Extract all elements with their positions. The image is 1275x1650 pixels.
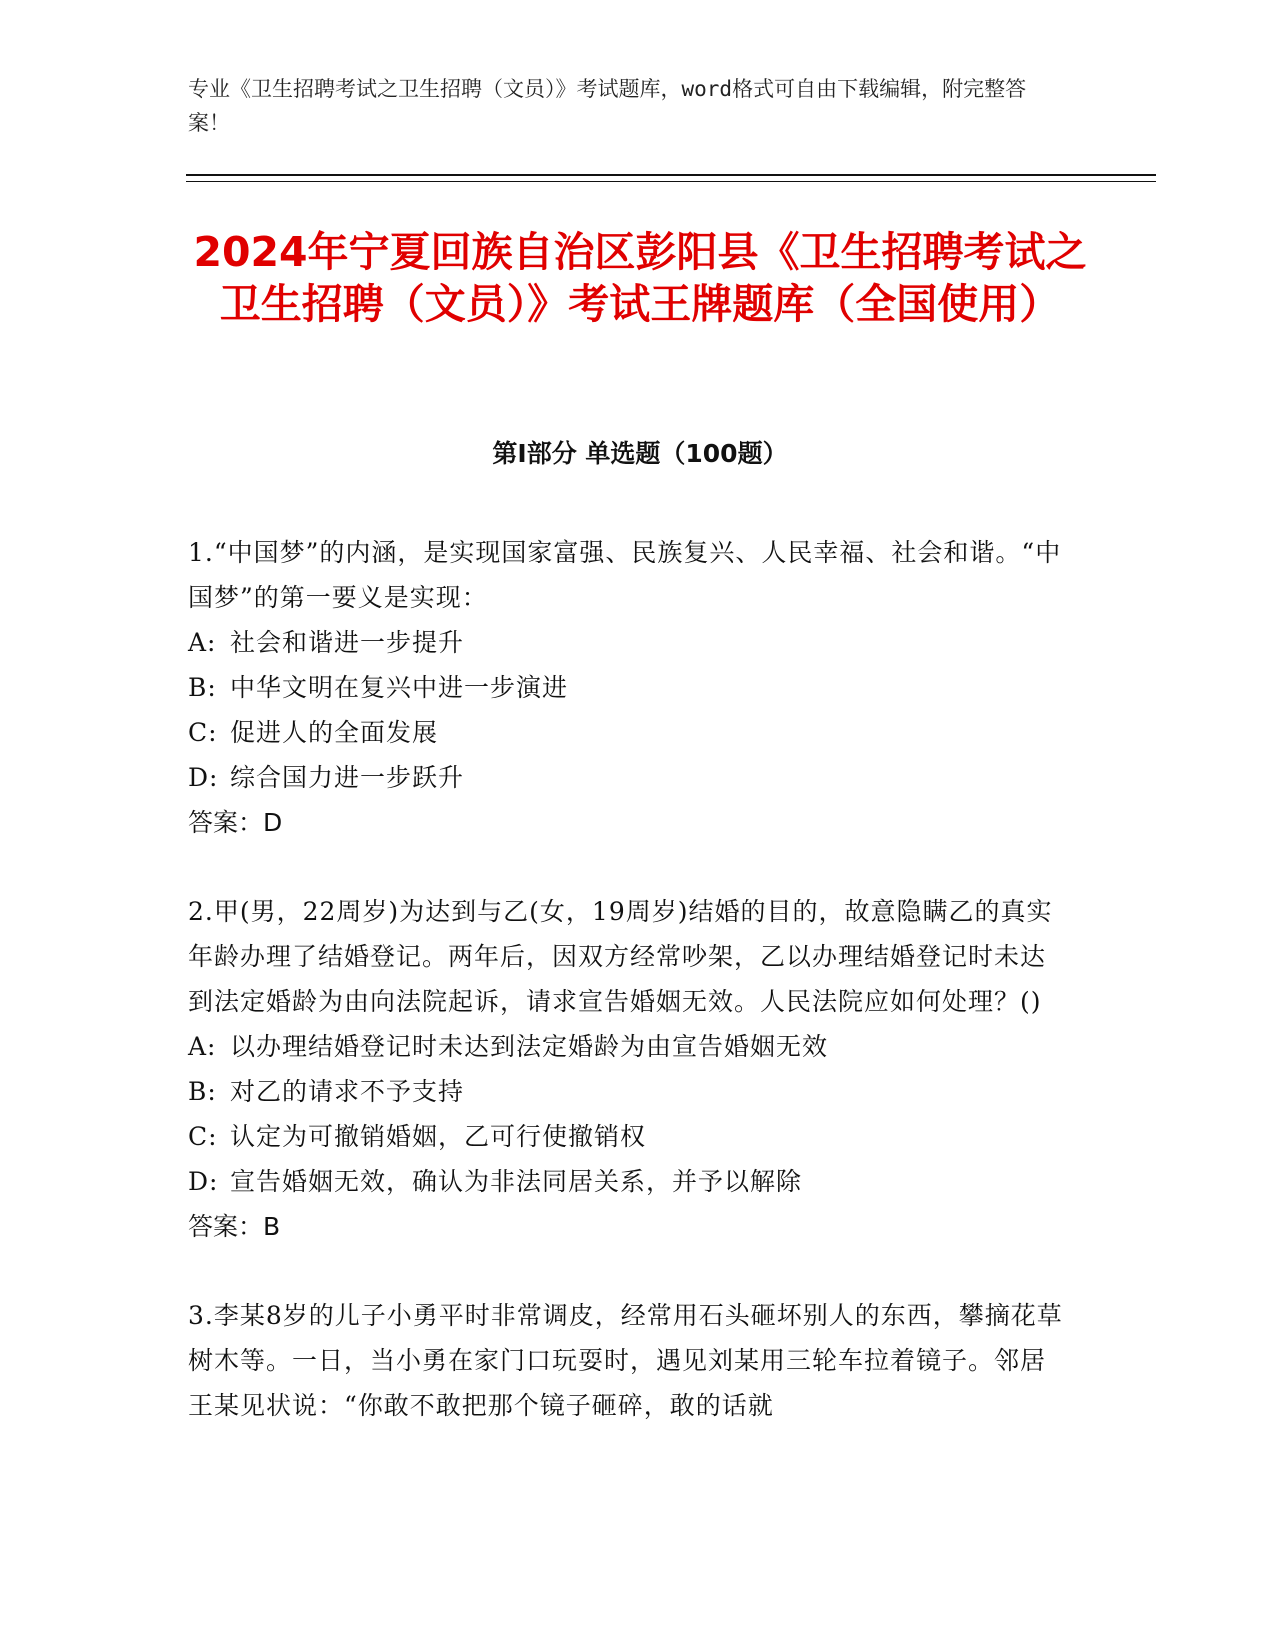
option-b [188, 1069, 1068, 1114]
question-list [188, 530, 1068, 1472]
option-letter: B: [188, 673, 217, 702]
option-c [188, 1114, 1068, 1159]
question-text: 3.李某8岁的儿子小勇平时非常调皮，经常用石头砸坏别人的东西，攀摘花草树木等。一日，当小勇在家门口玩耍时，遇见刘某用三轮车拉着镜子。邻居王某见状说：“你敢不敢把那个镜子砸碎，敢的话就 [188, 1301, 1063, 1420]
option-c [188, 710, 1068, 755]
question-text: 1.“中国梦”的内涵，是实现国家富强、民族复兴、人民幸福、社会和谐。“中国梦”的第一要义是实现： [188, 538, 1062, 612]
option-a [188, 1024, 1068, 1069]
option-letter: A: [188, 1032, 217, 1061]
option-letter: D: [188, 763, 219, 792]
option-text: 社会和谐进一步提升 [230, 628, 465, 657]
option-text: 促进人的全面发展 [230, 718, 439, 747]
question-2 [188, 889, 1068, 1249]
question-1 [188, 530, 1068, 845]
option-a [188, 620, 1068, 665]
answer-value: B [263, 1212, 281, 1241]
option-b [188, 665, 1068, 710]
answer-line [188, 800, 1068, 845]
header-rule-thin [186, 181, 1156, 182]
option-text: 中华文明在复兴中进一步演进 [230, 673, 569, 702]
option-d [188, 755, 1068, 800]
option-text: 宣告婚姻无效，确认为非法同居关系，并予以解除 [230, 1167, 803, 1196]
option-letter: B: [188, 1077, 217, 1106]
option-text: 以办理结婚登记时未达到法定婚龄为由宣告婚姻无效 [230, 1032, 829, 1061]
option-text: 认定为可撤销婚姻，乙可行使撤销权 [230, 1122, 647, 1151]
option-letter: A: [188, 628, 217, 657]
answer-value: D [263, 808, 283, 837]
option-text: 对乙的请求不予支持 [230, 1077, 465, 1106]
header-note: 专业《卫生招聘考试之卫生招聘（文员）》考试题库，word格式可自由下载编辑，附完整答案！ [188, 77, 1027, 135]
answer-label: 答案： [188, 808, 264, 837]
section-title: 第Ⅰ部分 单选题（100题） [492, 439, 788, 468]
answer-line [188, 1204, 1068, 1249]
header-rule-thick [186, 174, 1156, 176]
question-3 [188, 1293, 1068, 1428]
option-letter: C: [188, 718, 218, 747]
answer-label: 答案： [188, 1212, 264, 1241]
option-d [188, 1159, 1068, 1204]
document-title: 2024年宁夏回族自治区彭阳县《卫生招聘考试之卫生招聘（文员）》考试王牌题库（全国使用） [193, 228, 1087, 328]
option-letter: C: [188, 1122, 218, 1151]
option-text: 综合国力进一步跃升 [230, 763, 465, 792]
question-text: 2.甲(男，22周岁)为达到与乙(女，19周岁)结婚的目的，故意隐瞒乙的真实年龄办理了结婚登记。两年后，因双方经常吵架，乙以办理结婚登记时未达到法定婚龄为由向法院起诉，请求宣告婚姻无效。人民法院应如何处理？() [188, 897, 1053, 1016]
option-letter: D: [188, 1167, 219, 1196]
